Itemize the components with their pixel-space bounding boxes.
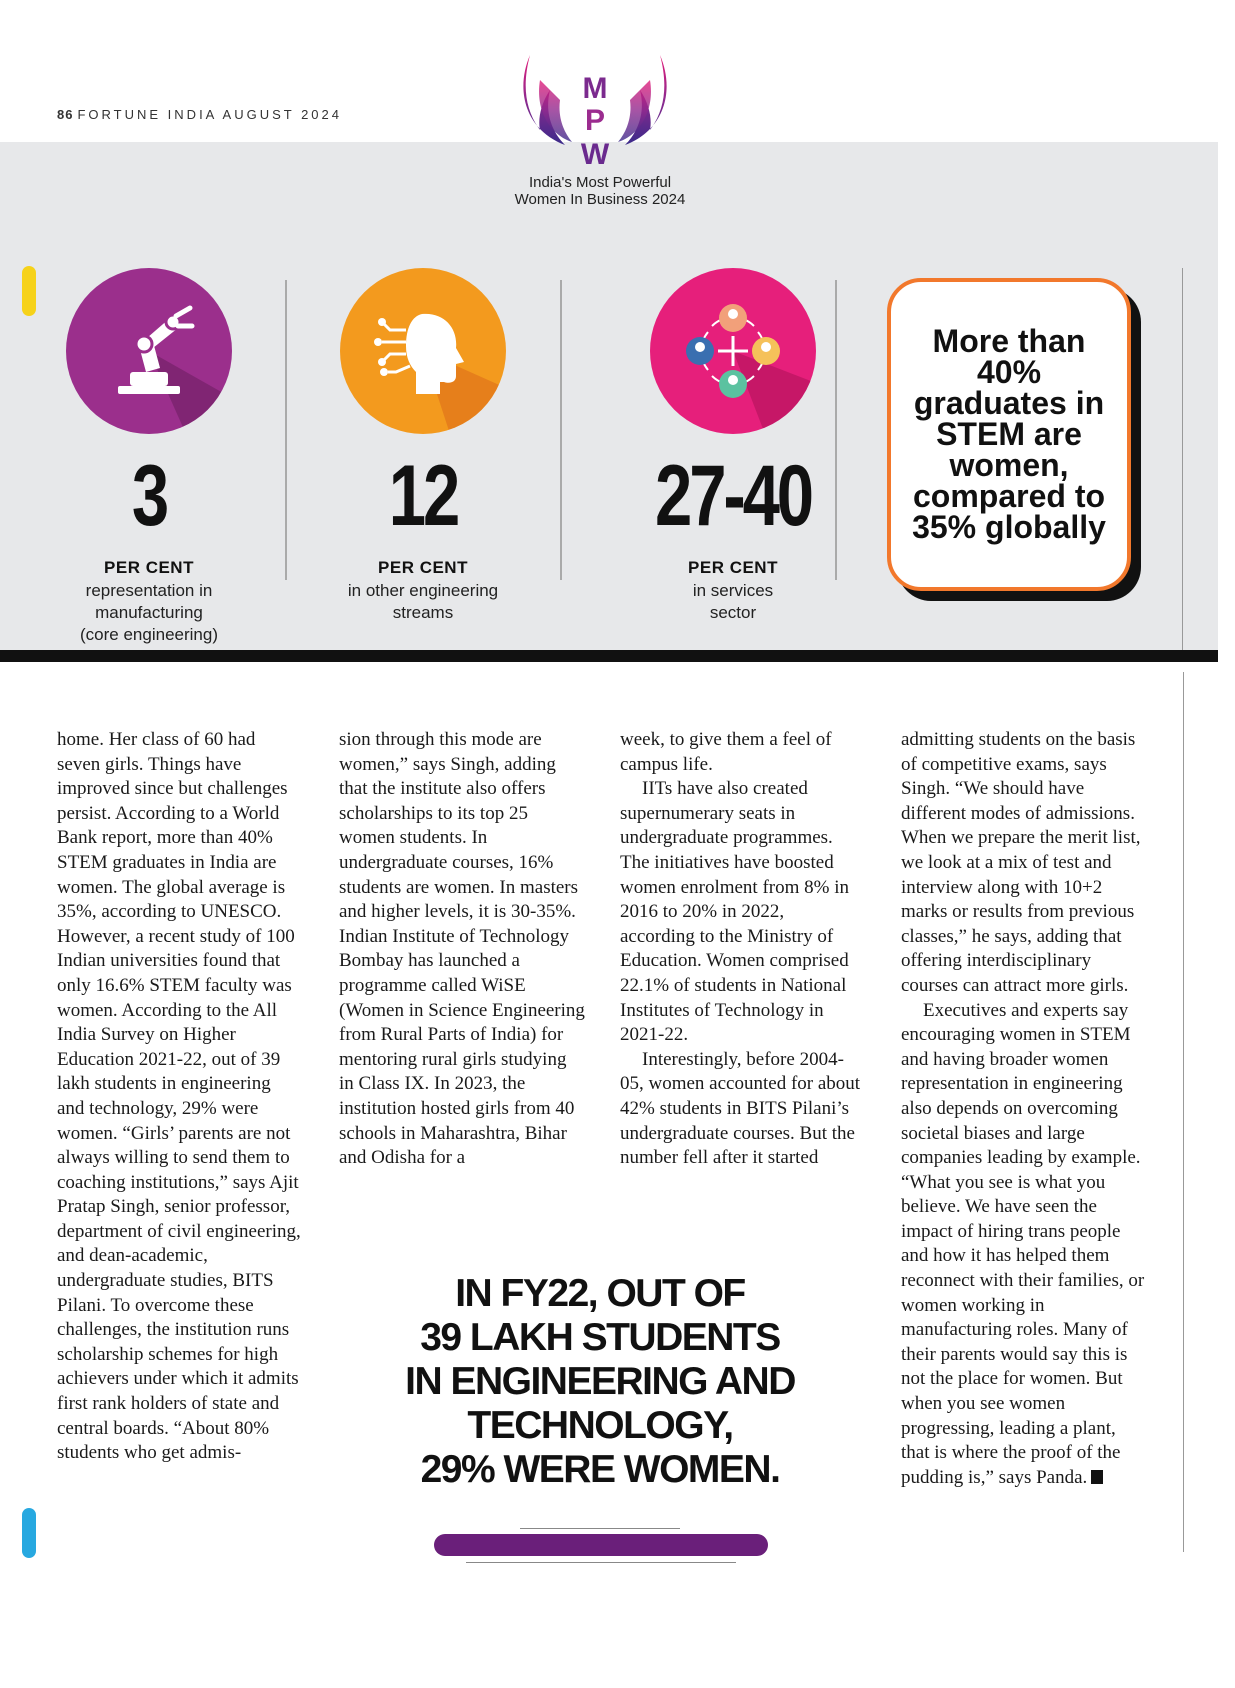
stat-description	[308, 580, 538, 624]
stem-callout-box	[887, 278, 1131, 591]
article-column-4	[901, 728, 1147, 1490]
stat-divider	[285, 280, 287, 580]
mpw-logo	[510, 50, 680, 180]
article-column-3	[620, 728, 862, 1171]
pull-quote-line: IN ENGINEERING AND	[405, 1360, 795, 1403]
right-margin-rule	[1182, 268, 1183, 650]
paragraph: admitting students on the basis of competitive exams, says Singh. “We should have different modes of admissions. When we prepare the merit list, we look at a mix of test and interview along with 10+2 marks or results from previous classes,” he says, adding that offering interdisciplinary courses can attract more girls.	[901, 729, 1141, 996]
tagline-line-2: Women In Business 2024	[514, 191, 686, 208]
paragraph-with-endmark	[901, 999, 1147, 1491]
stat-desc-line: (core engineering)	[80, 625, 218, 644]
stat-services	[618, 268, 848, 624]
blue-edge-tab	[22, 1508, 36, 1558]
article-column-2	[339, 728, 585, 1171]
logo-letter-m: M	[582, 72, 608, 105]
pull-quote-line: 29% WERE WOMEN.	[420, 1448, 780, 1491]
pull-quote-rule-bottom	[466, 1562, 736, 1563]
publication-name: FORTUNE INDIA AUGUST 2024	[77, 107, 342, 122]
stat-value: 12	[388, 448, 458, 544]
network-people-icon	[650, 268, 816, 434]
stats-panel-bottom-bar	[0, 650, 1218, 662]
stat-unit: PER CENT	[378, 558, 468, 577]
paragraph: IITs have also created supernumerary seats in undergraduate programmes. The initiatives have boosted women enrolment from 8% in 2016 to 20% in 2022, according to the Ministry of Education. Women comprised 22.1% of students in National Institutes of Technology in 2021-22.	[620, 778, 850, 1046]
robot-arm-icon	[66, 268, 232, 434]
pull-quote-line: IN FY22, OUT OF	[455, 1272, 745, 1315]
brain-circuit-icon	[340, 268, 506, 434]
stat-desc-line: sector	[709, 603, 757, 622]
stat-unit: PER CENT	[688, 558, 778, 577]
pull-quote	[360, 1272, 840, 1492]
callout-text: More than 40% graduates in STEM are women, compared to 35% globally	[912, 323, 1106, 545]
pull-quote-rule-top	[520, 1528, 680, 1529]
tagline-line-1: India's Most Powerful	[528, 174, 672, 191]
logo-letter-p: P	[584, 104, 606, 137]
logo-tagline	[480, 174, 720, 208]
stat-description	[618, 580, 848, 624]
stat-desc-line: in other engineering	[347, 581, 499, 600]
stat-unit: PER CENT	[104, 558, 194, 577]
stat-value: 27-40	[655, 448, 811, 544]
stat-manufacturing	[34, 268, 264, 646]
stat-divider	[560, 280, 562, 580]
stat-desc-line: in services	[692, 581, 774, 600]
page-number: 86	[57, 107, 74, 122]
stat-value: 3	[131, 448, 167, 544]
right-margin-rule	[1183, 672, 1184, 1552]
stat-description	[34, 580, 264, 646]
end-of-article-icon	[1091, 1470, 1103, 1484]
page-folio	[57, 107, 342, 122]
pull-quote-line: TECHNOLOGY,	[467, 1404, 733, 1447]
stat-other-engineering	[308, 268, 538, 624]
paragraph: Executives and experts say encouraging women in STEM and having broader women representation in engineering also depends on overcoming societal biases and large companies leading by example. “What you see is what you believe. We have seen the impact of hiring trans people and how it has helped them reconnect with their families, or women working in manufacturing roles. Many of their parents would say this is not the place for women. But when you see women progressing, leading a plant, that is where the proof of the pudding is,” says Panda.	[901, 999, 1145, 1488]
paragraph: home. Her class of 60 had seven girls. Things have improved since but challenges persist. According to a World Bank report, more than 40% STEM graduates in India are women. The global average is 35%, according to UNESCO. However, a recent study of 100 Indian universities found that only 16.6% STEM faculty was women. According to the All India Survey on Higher Education 2021-22, out of 39 lakh students in engineering and technology, 29% were women. “Girls’ parents are not always willing to send them to coaching institutions,” says Ajit Pratap Singh, senior professor, department of civil engineering, and dean-academic, undergraduate studies, BITS Pilani. To overcome these challenges, the institution runs scholarship schemes for high achievers under which it admits first rank holders of state and central boards. “About 80% students who get admis-	[57, 729, 301, 1464]
stat-desc-line: manufacturing	[95, 603, 203, 622]
stat-desc-line: streams	[392, 603, 454, 622]
article-column-1	[57, 728, 302, 1466]
pull-quote-line: 39 LAKH STUDENTS	[420, 1316, 780, 1359]
paragraph: week, to give them a feel of campus life.	[620, 729, 832, 775]
logo-letter-w: W	[580, 138, 610, 171]
paragraph: sion through this mode are women,” says Singh, adding that the institute also offers scholarships to its top 25 women students. In undergraduate courses, 16% students are women. In masters and higher levels, it is 30-35%. Indian Institute of Technology Bombay has launched a programme called WiSE (Women in Science Engineering from Rural Parts of India) for mentoring rural girls studying in Class IX. In 2023, the institution hosted girls from 40 schools in Maharashtra, Bihar and Odisha for a	[339, 729, 585, 1169]
pull-quote-accent-bar	[434, 1534, 768, 1556]
paragraph: Interestingly, before 2004-05, women accounted for about 42% students in BITS Pilani’s undergraduate courses. But the number fell after it started	[620, 1048, 861, 1169]
stat-desc-line: representation in	[85, 581, 213, 600]
